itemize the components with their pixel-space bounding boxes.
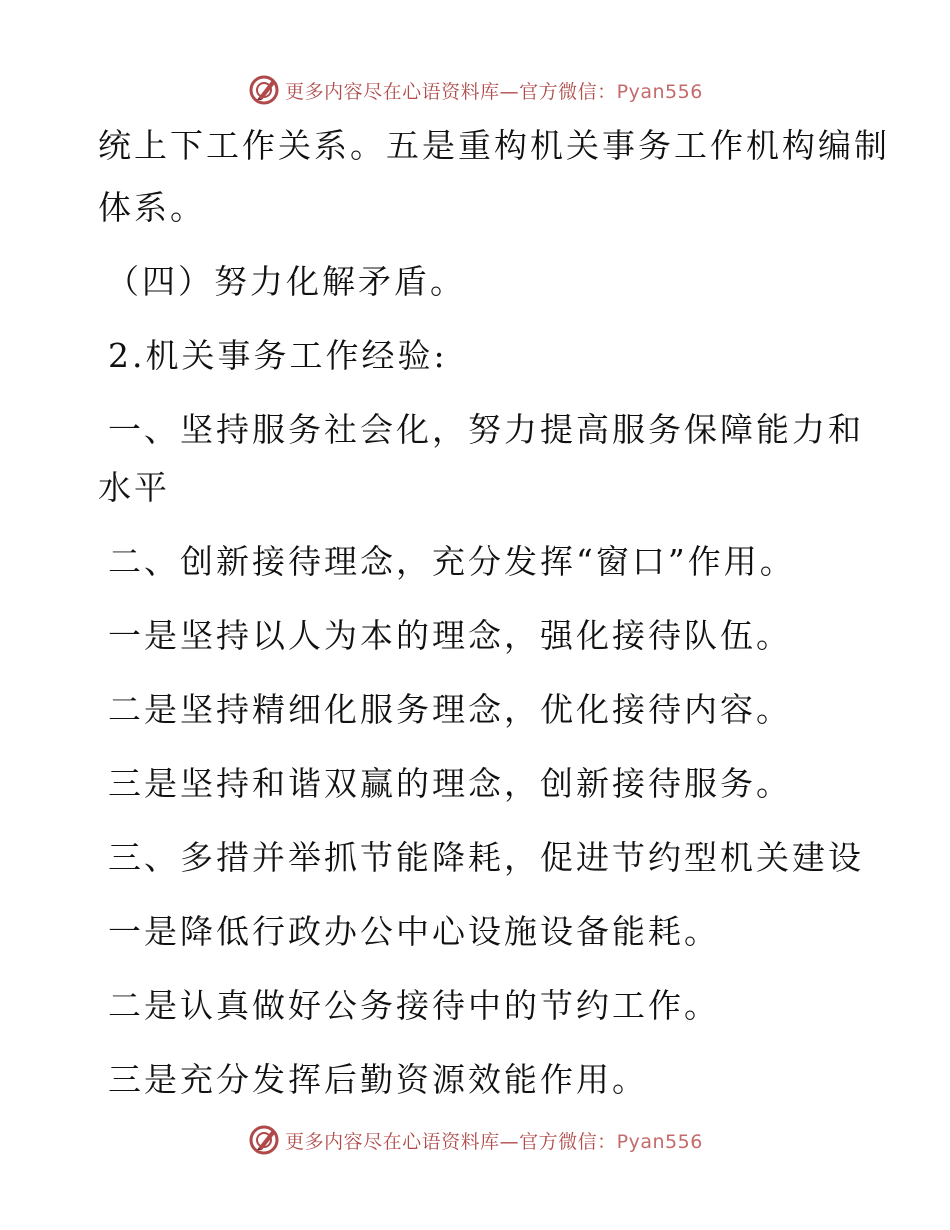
header-watermark (0, 70, 950, 110)
paragraph-line: 二、创新接待理念，充分发挥“窗口”作用。 (108, 542, 796, 581)
paragraph-line: 三是充分发挥后勤资源效能作用。 (108, 1060, 648, 1099)
paragraph-line: 三是坚持和谐双赢的理念，创新接待服务。 (108, 764, 792, 803)
wechat-id: Pyan556 (616, 1130, 703, 1153)
pen-logo-icon (247, 73, 281, 107)
paragraph-line: 一是坚持以人为本的理念，强化接待队伍。 (108, 616, 792, 655)
paragraph-line: 一、坚持服务社会化，努力提高服务保障能力和 (108, 410, 864, 449)
section-heading: （四）努力化解矛盾。 (106, 262, 466, 301)
footer-watermark (0, 1120, 950, 1160)
paragraph-line: 体系。 (98, 188, 206, 227)
paragraph-line: 一是降低行政办公中心设施设备能耗。 (108, 912, 720, 951)
paragraph-line: 二是坚持精细化服务理念，优化接待内容。 (108, 690, 792, 729)
paragraph-line: 水平 (98, 468, 170, 507)
wechat-id: Pyan556 (616, 80, 703, 103)
paragraph-line: 统上下工作关系。五是重构机关事务工作机构编制 (98, 126, 890, 165)
section-heading: 2.机关事务工作经验: (108, 336, 448, 375)
watermark-text: 更多内容尽在心语资料库—官方微信：Pyan556 (285, 80, 703, 103)
paragraph-line: 二是认真做好公务接待中的节约工作。 (108, 986, 720, 1025)
paragraph-line: 三、多措并举抓节能降耗，促进节约型机关建设 (108, 838, 864, 877)
watermark-text: 更多内容尽在心语资料库—官方微信：Pyan556 (285, 1130, 703, 1153)
pen-logo-icon (247, 1123, 281, 1157)
